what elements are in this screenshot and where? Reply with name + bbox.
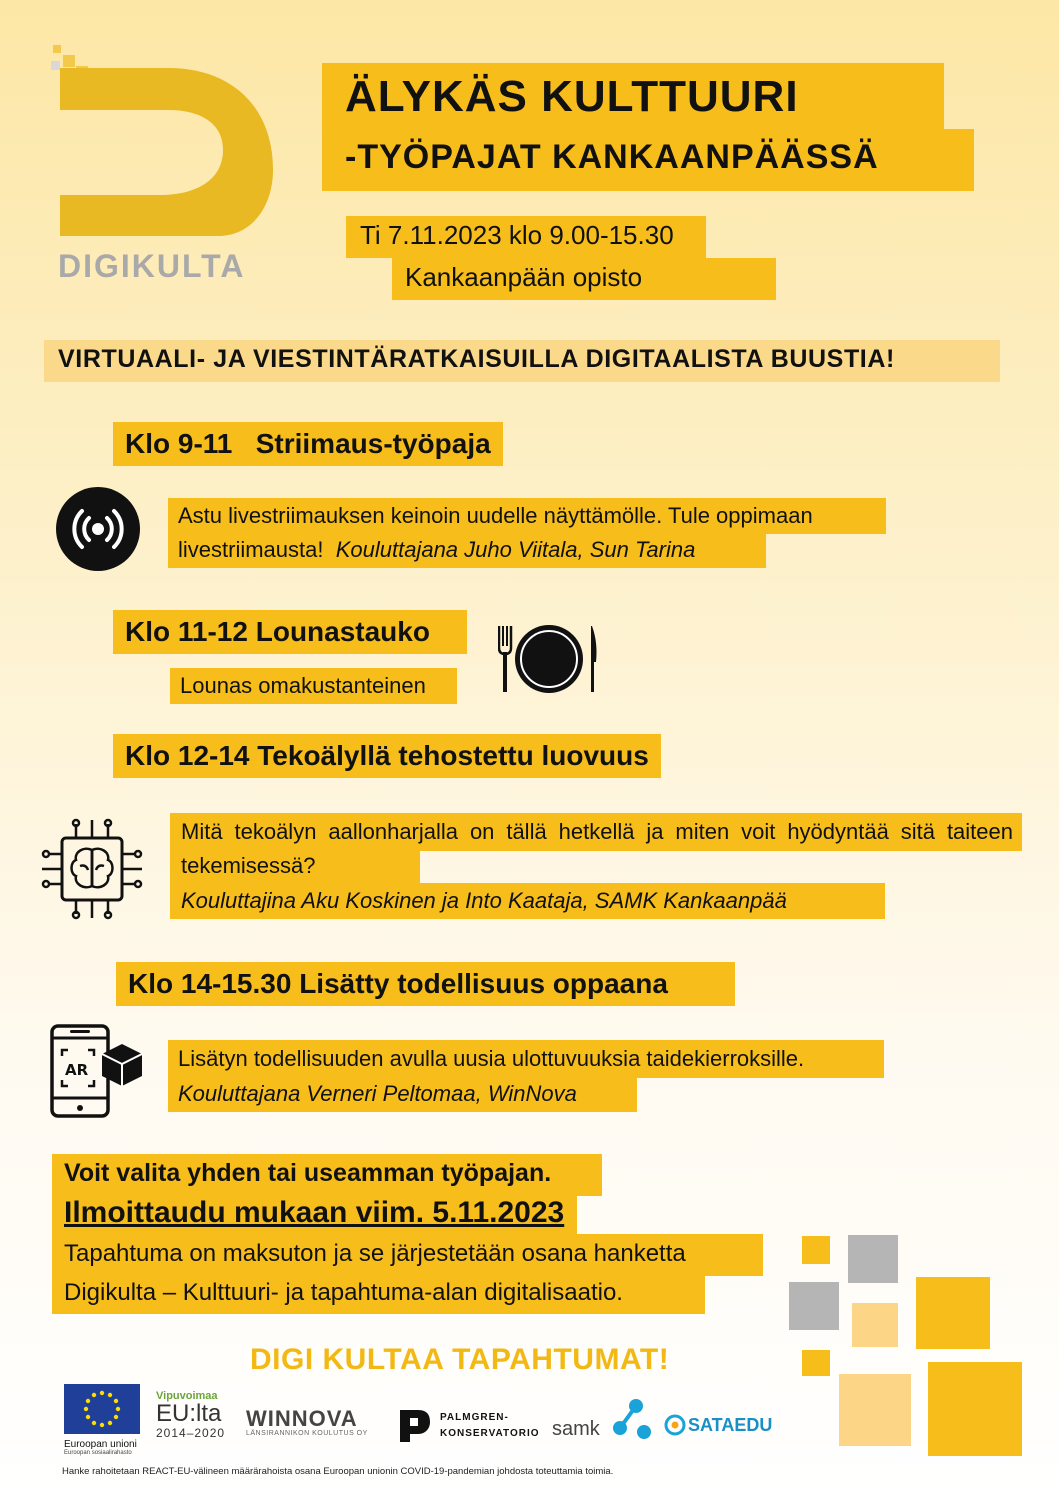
session-3-trainer: Kouluttajina Aku Koskinen ja Into Kaataja, SAMK Kankaanpää <box>181 888 787 913</box>
decor-square <box>802 1236 830 1264</box>
tagline: VIRTUAALI- JA VIESTINTÄRATKAISUILLA DIGITAALISTA BUUSTIA! <box>58 345 895 373</box>
winnova-sub: LÄNSIRANNIKON KOULUTUS OY <box>246 1430 368 1437</box>
session-4-desc: Lisätyn todellisuuden avulla uusia ulottuvuuksia taidekierroksille. <box>178 1046 805 1071</box>
decor-square <box>848 1235 898 1283</box>
digikulta-logo <box>48 40 278 290</box>
session-1-trainer: Kouluttajana Juho Viitala, Sun Tarina <box>335 537 696 562</box>
footnote: Hanke rahoitetaan REACT-EU-välineen määrärahoista osana Euroopan unionin COVID-19-pandemian johdosta toteuttamia toimia. <box>62 1466 614 1477</box>
page-title-line2: -TYÖPAJAT KANKAANPÄÄSSÄ <box>345 138 879 176</box>
palmgren-line1: PALMGREN- <box>440 1412 509 1423</box>
winnova-main: WINNOVA <box>246 1406 358 1431</box>
eu-logo <box>64 1384 144 1457</box>
eu-name: Euroopan unioni <box>64 1439 137 1450</box>
decor-square <box>928 1362 1022 1456</box>
decor-square <box>789 1282 839 1330</box>
eu-flag-icon <box>64 1384 140 1434</box>
digikulta-d-icon <box>48 40 278 240</box>
session-1-title: Klo 9-11 Striimaus-työpaja <box>113 422 503 466</box>
session-2-desc: Lounas omakustanteinen <box>180 673 426 698</box>
session-1-desc: Astu livestriimauksen keinoin uudelle näyttämölle. Tule oppimaan livestriimausta! <box>178 503 813 562</box>
decor-square <box>839 1374 911 1446</box>
samk-dots-icon <box>610 1398 654 1442</box>
session-2-title: Klo 11-12 Lounastauko <box>113 610 467 654</box>
info-line1: Voit valita yhden tai useamman työpajan. <box>64 1159 552 1187</box>
page-title-line1: ÄLYKÄS KULTTUURI <box>345 72 799 121</box>
event-place: Kankaanpään opisto <box>405 262 643 292</box>
sataedu-swirl-icon <box>664 1414 686 1436</box>
info-line4: Digikulta – Kulttuuri- ja tapahtuma-alan digitalisaatio. <box>64 1279 623 1306</box>
decor-square <box>916 1277 990 1349</box>
registration-deadline[interactable]: Ilmoittaudu mukaan viim. 5.11.2023 <box>64 1196 565 1229</box>
samk-text: samk <box>552 1418 600 1440</box>
ar-phone-cube-icon <box>48 1024 144 1118</box>
winnova-logo <box>246 1408 368 1437</box>
broadcast-icon <box>56 487 140 571</box>
palmgren-line2: KONSERVATORIO <box>440 1428 540 1439</box>
session-3-desc: Mitä tekoälyn aallonharjalla on tällä hetkellä ja miten voit hyödyntää sitä taiteen tekemisessä? <box>181 819 1013 878</box>
palmgren-p-icon <box>396 1408 432 1444</box>
samk-logo <box>552 1398 656 1442</box>
svg-text:AR: AR <box>65 1061 89 1079</box>
sataedu-text: SATAEDU <box>688 1415 773 1435</box>
vipuvoimaa-years: 2014–2020 <box>156 1426 226 1440</box>
decor-square <box>852 1303 898 1347</box>
ai-brain-chip-icon <box>40 818 144 920</box>
eu-sub: Euroopan sosiaalirahasto <box>64 1450 132 1456</box>
session-1-text <box>178 499 878 567</box>
plate-cutlery-icon <box>498 622 600 696</box>
digikulta-wordmark: DIGIKULTA <box>58 248 246 284</box>
session-4-trainer: Kouluttajana Verneri Peltomaa, WinNova <box>178 1081 577 1106</box>
session-4-title: Klo 14-15.30 Lisätty todellisuus oppaana <box>116 962 735 1006</box>
vipuvoimaa-top: Vipuvoimaa <box>156 1390 218 1402</box>
decor-square <box>802 1350 830 1376</box>
event-date: Ti 7.11.2023 klo 9.00-15.30 <box>360 220 674 250</box>
vipuvoimaa-logo <box>156 1390 236 1440</box>
slogan: DIGI KULTAA TAPAHTUMAT! <box>250 1343 670 1376</box>
vipuvoimaa-main: EU:lta <box>156 1400 222 1427</box>
session-3-title: Klo 12-14 Tekoälyllä tehostettu luovuus <box>113 734 661 778</box>
info-line3: Tapahtuma on maksuton ja se järjestetään osana hanketta <box>64 1240 686 1267</box>
